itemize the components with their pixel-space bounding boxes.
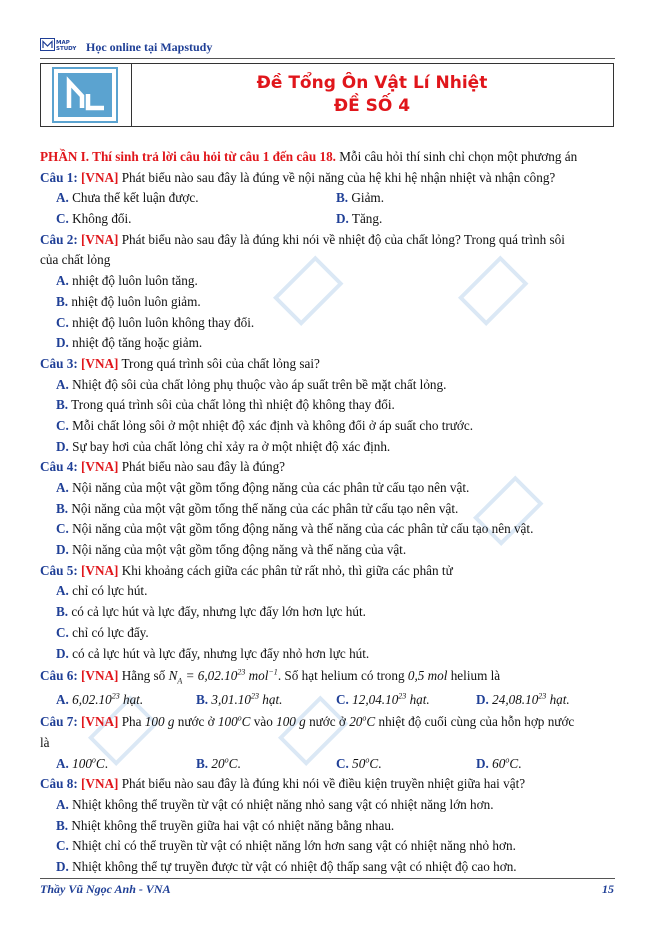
option-d[interactable]: D. Tăng. (336, 211, 383, 227)
question-7: Câu 7: [VNA] Pha 100 g nước ở 100$^o$C vào 100 g nước ở 20$^o$C nhiệt độ cuối cùng của hỗn hợp nước (40, 713, 575, 730)
question-label: Câu 1: (40, 169, 78, 185)
option-b[interactable]: B. có cả lực hút và lực đẩy, nhưng lực đẩy lớn hơn lực hút. (56, 604, 366, 620)
option-d[interactable]: D. Sự bay hơi của chất lỏng chỉ xảy ra ở một nhiệt độ xác định. (56, 438, 391, 454)
mapstudy-m-logo-icon (52, 67, 118, 123)
option-c[interactable]: C. 12,04.10$^{23}$ hạt. (336, 691, 430, 708)
question-8: Câu 8: [VNA] Phát biểu nào sau đây là đúng khi nói về điều kiện truyền nhiệt giữa hai vật? (40, 776, 526, 792)
page-number: 15 (602, 882, 614, 896)
brand-text: Học online tại Mapstudy (86, 40, 213, 54)
logo-cell (41, 64, 132, 126)
title-text-block (131, 72, 613, 118)
option-c[interactable]: C. Mỗi chất lỏng sôi ở một nhiệt độ xác định và không đổi ở áp suất cho trước. (56, 417, 474, 433)
option-a[interactable]: A. 100$^o$C. (56, 755, 108, 771)
option-a[interactable]: A. Nội năng của một vật gồm tổng động năng của các phân tử cấu tạo nên vật. (56, 480, 470, 495)
option-d[interactable]: D. 24,08.10$^{23}$ hạt. (476, 691, 570, 708)
option-a[interactable]: A. Nhiệt không thể truyền từ vật có nhiệt năng nhỏ sang vật có nhiệt năng lớn hơn. (56, 796, 494, 812)
options-row (40, 688, 618, 712)
option-a[interactable]: A. chỉ có lực hút. (56, 583, 148, 599)
option-d[interactable]: D. Nội năng của một vật gồm tổng động năng và thế năng của vật. (56, 542, 407, 558)
option-a[interactable]: A. nhiệt độ luôn luôn tăng. (56, 273, 198, 289)
title-box (40, 63, 614, 127)
option-a[interactable]: A. 6,02.10$^{23}$ hạt. (56, 691, 144, 708)
option-b[interactable]: B. Giảm. (336, 190, 384, 206)
options-row (40, 188, 618, 209)
option-a[interactable]: A. Chưa thể kết luận được. (56, 190, 199, 206)
svg-text:MAP: MAP (56, 40, 70, 46)
option-c[interactable]: C. chỉ có lực đẩy. (56, 624, 149, 640)
top-bar (40, 38, 615, 58)
option-c[interactable]: C. Nội năng của một vật gồm tổng động năng và thế năng của các phân tử cấu tạo nên vật. (56, 521, 534, 537)
option-c[interactable]: C. 50$^o$C. (336, 755, 382, 771)
option-c[interactable]: C. Không đổi. (56, 211, 132, 227)
question-5: Câu 5: [VNA] Khi khoảng cách giữa các phân tử rất nhỏ, thì giữa các phân tử (40, 562, 453, 578)
option-b[interactable]: B. Nhiệt không thể truyền giữa hai vật có nhiệt năng bằng nhau. (56, 817, 395, 833)
footer-divider (40, 878, 615, 879)
option-b[interactable]: B. 3,01.10$^{23}$ hạt. (196, 691, 283, 708)
option-c[interactable]: C. Nhiệt chỉ có thể truyền từ vật có nhiệt năng lớn hơn sang vật có nhiệt năng nhỏ hơn. (56, 838, 516, 854)
question-list (40, 147, 618, 878)
option-b[interactable]: B. 20$^o$C. (196, 755, 241, 771)
exam-title: Đề Tổng Ôn Vật Lí Nhiệt (256, 73, 488, 93)
mapstudy-logo-icon (40, 38, 82, 54)
option-a[interactable]: A. Nhiệt độ sôi của chất lỏng phụ thuộc vào áp suất trên bề mặt chất lỏng. (56, 376, 447, 392)
exam-number: ĐỀ SỐ 4 (333, 96, 411, 116)
part-title: PHẦN I. Thí sinh trả lời câu hỏi từ câu 1 đến câu 18. (40, 149, 336, 164)
option-d[interactable]: D. 60$^o$C. (476, 755, 522, 771)
question-1 (40, 168, 618, 189)
option-d[interactable]: D. Nhiệt không thể tự truyền được từ vật có nhiệt độ thấp sang vật có nhiệt độ cao hơn. (56, 859, 517, 874)
svg-text:STUDY: STUDY (56, 46, 77, 52)
question-3: Câu 3: [VNA] Trong quá trình sôi của chất lỏng sai? (40, 355, 320, 371)
question-7-continued: là (40, 734, 50, 750)
options-row (40, 754, 618, 775)
option-b[interactable]: B. nhiệt độ luôn luôn giảm. (56, 293, 201, 309)
option-c[interactable]: C. nhiệt độ luôn luôn không thay đổi. (56, 314, 255, 330)
option-d[interactable]: D. nhiệt độ tăng hoặc giảm. (56, 335, 203, 351)
option-b[interactable]: B. Trong quá trình sôi của chất lỏng thì nhiệt độ không thay đổi. (56, 397, 395, 413)
footer-author: Thầy Vũ Ngọc Anh - VNA (40, 882, 171, 896)
question-text: Phát biểu nào sau đây là đúng về nội năng của hệ khi hệ nhận nhiệt và nhận công? (118, 169, 556, 185)
question-2: Câu 2: [VNA] Phát biểu nào sau đây là đúng khi nói về nhiệt độ của chất lỏng? Trong quá trình sôi (40, 231, 565, 247)
option-d[interactable]: D. có cả lực hút và lực đẩy, nhưng lực đẩy nhỏ hơn lực hút. (56, 645, 370, 661)
part-instruction: Mỗi câu hỏi thí sinh chỉ chọn một phương án (335, 149, 578, 164)
part-heading (40, 147, 618, 168)
question-6: Câu 6: [VNA] Hằng số $N_A = 6,02.10^{23}$ mol$^{-1}$. Số hạt helium có trong 0,5 mol helium là (40, 667, 501, 686)
question-2-continued: của chất lỏng (40, 252, 111, 268)
options-row (40, 209, 618, 230)
option-b[interactable]: B. Nội năng của một vật gồm tổng thế năng của các phân tử cấu tạo nên vật. (56, 500, 459, 516)
question-4: Câu 4: [VNA] Phát biểu nào sau đây là đúng? (40, 459, 286, 475)
question-tag: [VNA] (81, 169, 119, 185)
header-divider (40, 58, 615, 59)
